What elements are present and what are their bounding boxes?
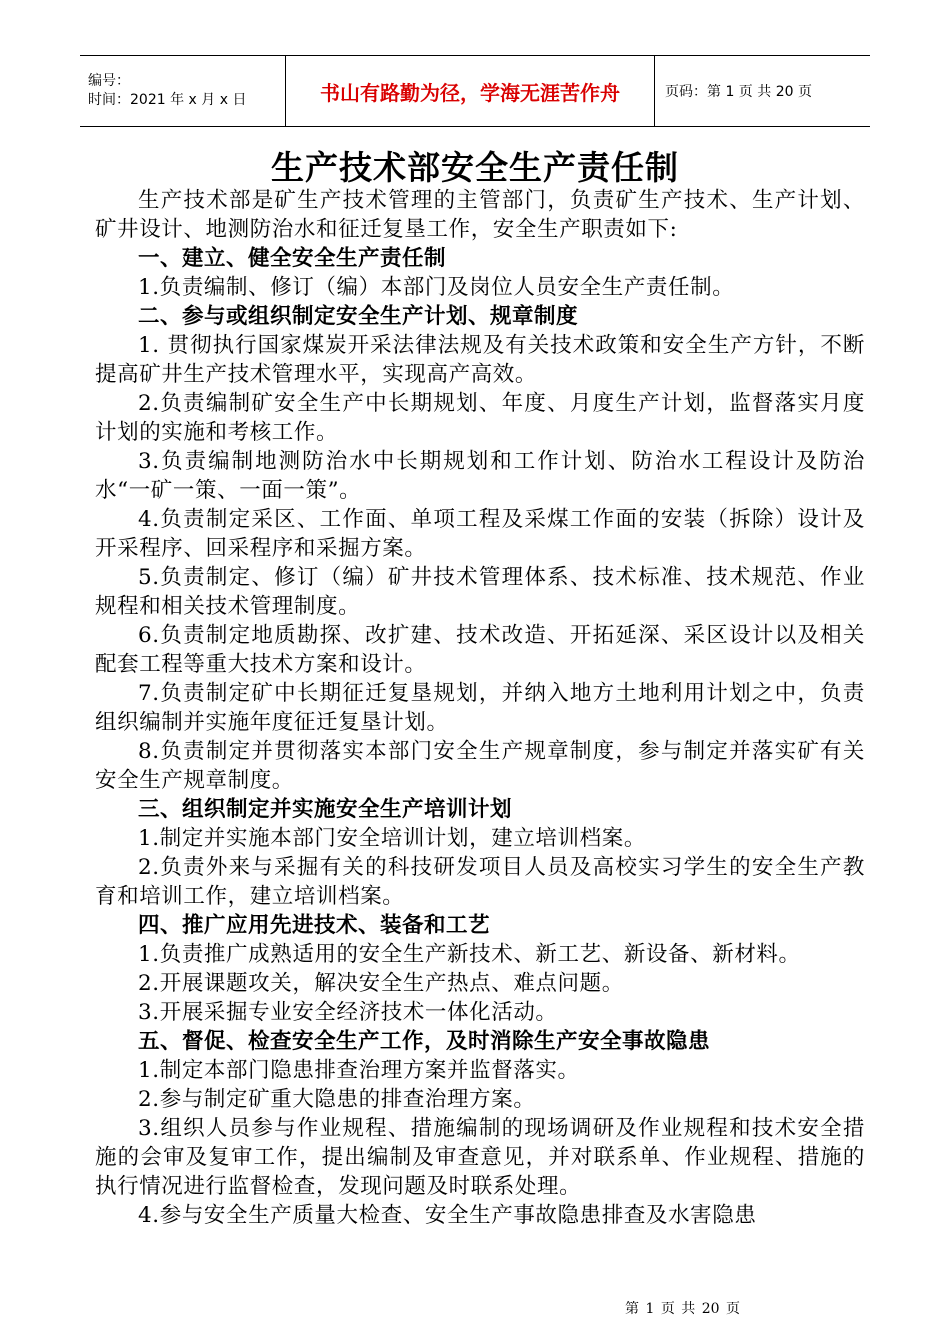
page-footer: 第 1 页 共 20 页 [625,1301,740,1317]
body-paragraph: 1. 贯彻执行国家煤炭开采法律法规及有关技术政策和安全生产方针，不断提高矿井生产技术管理水平，实现高产高效。 [95,333,865,387]
body-paragraph: 4.负责制定采区、工作面、单项工程及采煤工作面的安装（拆除）设计及开采程序、回采程序和采掘方案。 [95,507,865,561]
section-heading: 四、推广应用先进技术、装备和工艺 [138,913,491,938]
body-paragraph: 3.负责编制地测防治水中长期规划和工作计划、防治水工程设计及防治水“一矿一策、一面一策”。 [95,449,865,503]
header-motto: 书山有路勤为径，学海无涯苦作舟 [285,56,655,126]
body-paragraph: 2.参与制定矿重大隐患的排查治理方案。 [138,1087,536,1112]
section-heading: 三、组织制定并实施安全生产培训计划 [138,797,513,822]
doc-number-label: 编号： [88,73,130,89]
body-paragraph: 6.负责制定地质勘探、改扩建、技术改造、开拓延深、采区设计以及相关配套工程等重大技术方案和设计。 [95,623,865,677]
document-title: 生产技术部安全生产责任制 [271,148,679,187]
body-paragraph: 1.负责编制、修订（编）本部门及岗位人员安全生产责任制。 [138,275,735,300]
doc-time-label: 时间：2021 年 x 月 x 日 [88,92,247,108]
body-paragraph: 1.制定本部门隐患排查治理方案并监督落实。 [138,1058,580,1083]
body-paragraph: 1.负责推广成熟适用的安全生产新技术、新工艺、新设备、新材料。 [138,942,801,967]
intro-paragraph: 生产技术部是矿生产技术管理的主管部门，负责矿生产技术、生产计划、矿井设计、地测防治水和征迁复垦工作，安全生产职责如下: [95,188,865,242]
section-heading: 二、参与或组织制定安全生产计划、规章制度 [138,304,579,329]
body-paragraph: 5.负责制定、修订（编）矿井技术管理体系、技术标准、技术规范、作业规程和相关技术管理制度。 [95,565,865,619]
body-paragraph: 2.开展课题攻关，解决安全生产热点、难点问题。 [138,971,624,996]
body-paragraph: 4.参与安全生产质量大检查、安全生产事故隐患排查及水害隐患 [138,1203,757,1228]
body-paragraph: 7.负责制定矿中长期征迁复垦规划，并纳入地方土地利用计划之中，负责组织编制并实施年度征迁复垦计划。 [95,681,865,735]
body-paragraph: 1.制定并实施本部门安全培训计划，建立培训档案。 [138,826,646,851]
header-table [80,55,870,127]
header-meta [80,56,285,126]
body-paragraph: 2.负责编制矿安全生产中长期规划、年度、月度生产计划，监督落实月度计划的实施和考核工作。 [95,391,865,445]
body-paragraph: 8.负责制定并贯彻落实本部门安全生产规章制度，参与制定并落实矿有关安全生产规章制度。 [95,739,865,793]
section-heading: 一、建立、健全安全生产责任制 [138,246,447,271]
header-page-code: 页码：第 1 页 共 20 页 [665,84,812,100]
section-heading: 五、督促、检查安全生产工作，及时消除生产安全事故隐患 [138,1029,711,1054]
body-paragraph: 3.开展采掘专业安全经济技术一体化活动。 [138,1000,558,1025]
body-paragraph: 3.组织人员参与作业规程、措施编制的现场调研及作业规程和技术安全措施的会审及复审工作，提出编制及审查意见，并对联系单、作业规程、措施的执行情况进行监督检查，发现问题及时联系处理。 [95,1116,865,1199]
document-body [95,186,865,1230]
body-paragraph: 2.负责外来与采掘有关的科技研发项目人员及高校实习学生的安全生产教育和培训工作，建立培训档案。 [95,855,865,909]
